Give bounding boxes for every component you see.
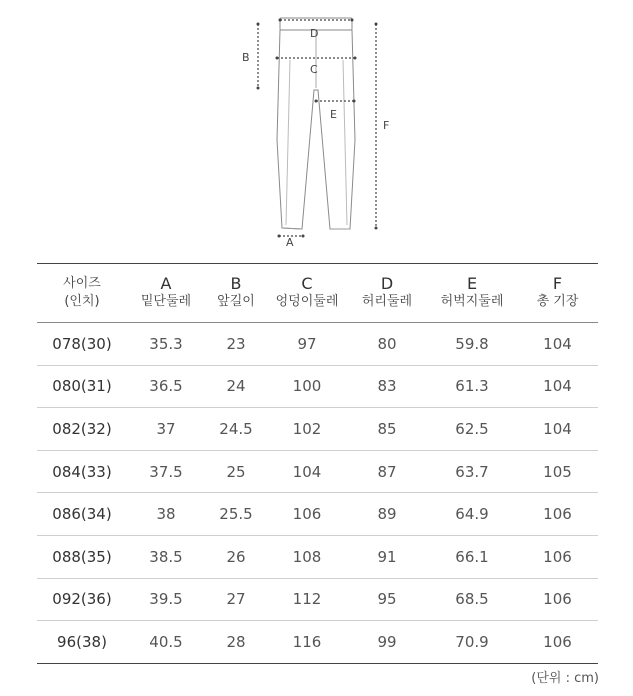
- value-cell: 99: [347, 621, 427, 664]
- header-name: 앞길이: [217, 294, 255, 309]
- value-cell: 112: [267, 578, 347, 621]
- size-cell: 078(30): [37, 323, 127, 366]
- value-cell: 25.5: [205, 493, 267, 536]
- value-cell: 70.9: [427, 621, 517, 664]
- value-cell: 62.5: [427, 408, 517, 451]
- size-cell: 082(32): [37, 408, 127, 451]
- value-cell: 104: [517, 408, 598, 451]
- header-letter: D: [380, 274, 394, 293]
- label-b: B: [242, 51, 250, 64]
- value-cell: 108: [267, 535, 347, 578]
- value-cell: 85: [347, 408, 427, 451]
- size-cell: 96(38): [37, 621, 127, 664]
- value-cell: 80: [347, 323, 427, 366]
- value-cell: 104: [517, 365, 598, 408]
- value-cell: 97: [267, 323, 347, 366]
- value-cell: 38.5: [127, 535, 205, 578]
- header-name: 밑단둘레: [140, 294, 192, 309]
- value-cell: 36.5: [127, 365, 205, 408]
- table-row: [37, 450, 598, 493]
- value-cell: 59.8: [427, 323, 517, 366]
- table-row: [37, 578, 598, 621]
- header-letter: E: [466, 274, 478, 293]
- value-cell: 100: [267, 365, 347, 408]
- value-cell: 102: [267, 408, 347, 451]
- table-row: [37, 408, 598, 451]
- value-cell: 37.5: [127, 450, 205, 493]
- header-col-d: [347, 264, 427, 323]
- value-cell: 95: [347, 578, 427, 621]
- label-e: E: [330, 108, 337, 121]
- table-row: [37, 621, 598, 664]
- measurement-lines: [258, 20, 376, 236]
- value-cell: 23: [205, 323, 267, 366]
- size-cell: 084(33): [37, 450, 127, 493]
- value-cell: 87: [347, 450, 427, 493]
- header-size-line1: 사이즈: [63, 276, 101, 291]
- header-name: 엉덩이둘레: [275, 294, 339, 309]
- value-cell: 64.9: [427, 493, 517, 536]
- value-cell: 61.3: [427, 365, 517, 408]
- value-cell: 24: [205, 365, 267, 408]
- value-cell: 24.5: [205, 408, 267, 451]
- unit-note: (단위 : cm): [531, 671, 599, 686]
- header-col-e: [427, 264, 517, 323]
- value-cell: 106: [517, 621, 598, 664]
- value-cell: 104: [267, 450, 347, 493]
- value-cell: 106: [517, 535, 598, 578]
- value-cell: 63.7: [427, 450, 517, 493]
- value-cell: 25: [205, 450, 267, 493]
- header-col-c: [267, 264, 347, 323]
- size-cell: 080(31): [37, 365, 127, 408]
- value-cell: 91: [347, 535, 427, 578]
- value-cell: 89: [347, 493, 427, 536]
- pants-outline: [277, 18, 355, 229]
- size-cell: 092(36): [37, 578, 127, 621]
- table-body: [37, 323, 598, 664]
- value-cell: 106: [517, 578, 598, 621]
- table-row: [37, 535, 598, 578]
- header-col-a: [127, 264, 205, 323]
- value-cell: 116: [267, 621, 347, 664]
- value-cell: 106: [267, 493, 347, 536]
- value-cell: 28: [205, 621, 267, 664]
- value-cell: 27: [205, 578, 267, 621]
- header-name: 허벅지둘레: [440, 294, 504, 309]
- value-cell: 39.5: [127, 578, 205, 621]
- header-letter: F: [552, 274, 563, 293]
- label-c: C: [310, 63, 318, 76]
- size-cell: 088(35): [37, 535, 127, 578]
- value-cell: 104: [517, 323, 598, 366]
- value-cell: 83: [347, 365, 427, 408]
- table-row: [37, 323, 598, 366]
- table-row: [37, 493, 598, 536]
- value-cell: 40.5: [127, 621, 205, 664]
- value-cell: 38: [127, 493, 205, 536]
- table-row: [37, 365, 598, 408]
- header-letter: B: [230, 274, 242, 293]
- header-letter: A: [160, 274, 172, 293]
- header-letter: C: [301, 274, 313, 293]
- value-cell: 106: [517, 493, 598, 536]
- header-name: 총 기장: [536, 294, 579, 309]
- label-a: A: [286, 236, 294, 249]
- value-cell: 37: [127, 408, 205, 451]
- size-cell: 086(34): [37, 493, 127, 536]
- label-f: F: [383, 119, 390, 132]
- header-name: 허리둘레: [361, 294, 413, 309]
- value-cell: 26: [205, 535, 267, 578]
- value-cell: 35.3: [127, 323, 205, 366]
- value-cell: 105: [517, 450, 598, 493]
- header-size-line2: (인치): [64, 294, 100, 309]
- value-cell: 66.1: [427, 535, 517, 578]
- table-header-row: [37, 264, 598, 323]
- header-col-b: [205, 264, 267, 323]
- value-cell: 68.5: [427, 578, 517, 621]
- header-col-f: [517, 264, 598, 323]
- header-size: [37, 264, 127, 323]
- pants-measurement-diagram: [230, 0, 430, 255]
- size-chart-table: [37, 263, 598, 664]
- label-d: D: [310, 27, 319, 40]
- pants-illustration: [230, 0, 430, 255]
